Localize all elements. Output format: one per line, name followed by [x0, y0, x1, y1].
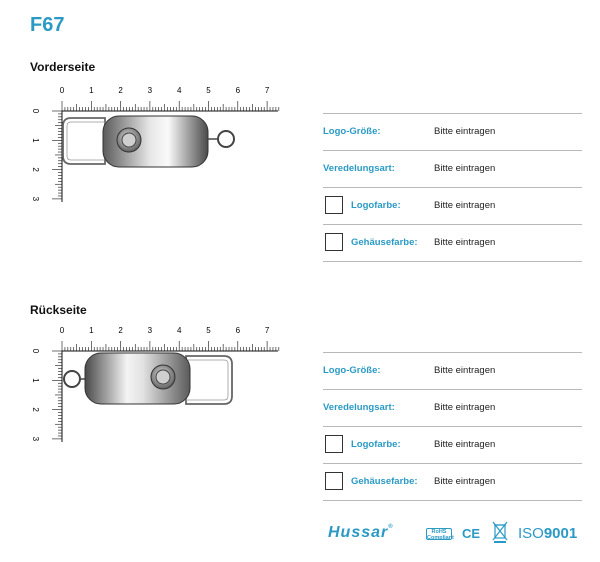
iso-number: 9001 [543, 525, 578, 542]
field-housing-color [323, 463, 582, 501]
ruler-label-h: 0 [59, 326, 65, 335]
ruler-label-h: 4 [176, 86, 182, 95]
ruler-label-v: 3 [31, 436, 40, 442]
field-label: Logo-Größe: [323, 365, 381, 376]
field-logo-color [323, 187, 582, 224]
iso-9001-logo [518, 525, 577, 542]
iso-prefix: ISO [518, 525, 544, 542]
ruler-label-v: 2 [31, 407, 40, 412]
field-label: Veredelungsart: [323, 402, 395, 413]
rohs-sub: Compliant [427, 535, 454, 541]
footer-logos [328, 518, 588, 548]
ruler-label-v: 0 [31, 348, 40, 354]
usb-drawing-front [26, 80, 288, 208]
ruler-label-v: 3 [31, 196, 40, 202]
ruler-label-h: 3 [147, 86, 153, 95]
field-label: Gehäusefarbe: [351, 476, 418, 487]
checkbox[interactable] [325, 196, 343, 214]
brand-name: Hussar [328, 524, 389, 541]
field-input[interactable]: Bitte eintragen [434, 365, 496, 376]
ruler-label-h: 2 [118, 86, 123, 95]
ruler-label-h: 0 [59, 86, 65, 95]
ruler-label-h: 6 [235, 326, 241, 335]
usb-drawing-back [26, 320, 288, 448]
field-logo-size [323, 352, 582, 389]
hussar-logo [328, 524, 394, 542]
field-input[interactable]: Bitte eintragen [434, 126, 496, 137]
field-logo-size [323, 113, 582, 150]
ruler-label-v: 1 [30, 378, 40, 383]
key-ring [64, 371, 80, 387]
ruler-label-h: 3 [147, 326, 153, 335]
key-ring [218, 131, 234, 147]
section-label-front: Vorderseite [30, 60, 96, 74]
ruler-label-h: 1 [89, 326, 94, 335]
swivel-cap [63, 118, 105, 164]
field-input[interactable]: Bitte eintragen [434, 402, 496, 413]
ruler-label-h: 5 [206, 86, 211, 95]
field-label: Gehäusefarbe: [351, 237, 418, 248]
checkbox[interactable] [325, 233, 343, 251]
field-input[interactable]: Bitte eintragen [434, 439, 496, 450]
ce-icon: CE [462, 526, 481, 541]
form-front [323, 113, 582, 262]
ruler-label-h: 1 [89, 86, 94, 95]
ruler-label-h: 5 [206, 326, 211, 335]
rohs-label: RoHS [431, 529, 447, 535]
checkbox[interactable] [325, 472, 343, 490]
ruler-label-h: 6 [235, 86, 241, 95]
field-finishing-type [323, 150, 582, 187]
field-label: Logofarbe: [351, 200, 401, 211]
ruler-label-v: 2 [31, 167, 40, 172]
field-label: Logo-Größe: [323, 126, 381, 137]
rohs-icon [426, 528, 452, 540]
field-logo-color [323, 426, 582, 463]
product-code: F67 [30, 14, 65, 36]
field-input[interactable]: Bitte eintragen [434, 200, 496, 211]
field-input[interactable]: Bitte eintragen [434, 476, 496, 487]
field-housing-color [323, 224, 582, 262]
section-label-back: Rückseite [30, 303, 87, 317]
ruler-label-h: 7 [264, 86, 270, 95]
field-input[interactable]: Bitte eintragen [434, 237, 496, 248]
form-back [323, 352, 582, 501]
ruler-label-v: 0 [31, 108, 40, 114]
registered-mark: ® [388, 524, 394, 530]
field-input[interactable]: Bitte eintragen [434, 163, 496, 174]
field-label: Logofarbe: [351, 439, 401, 450]
checkbox[interactable] [325, 435, 343, 453]
ruler-label-v: 1 [30, 138, 40, 143]
ruler-label-h: 2 [118, 326, 123, 335]
field-finishing-type [323, 389, 582, 426]
ruler-label-h: 7 [264, 326, 270, 335]
swivel-cap [186, 356, 232, 404]
ruler-label-h: 4 [176, 326, 182, 335]
field-label: Veredelungsart: [323, 163, 395, 174]
weee-bin-icon [492, 521, 508, 543]
